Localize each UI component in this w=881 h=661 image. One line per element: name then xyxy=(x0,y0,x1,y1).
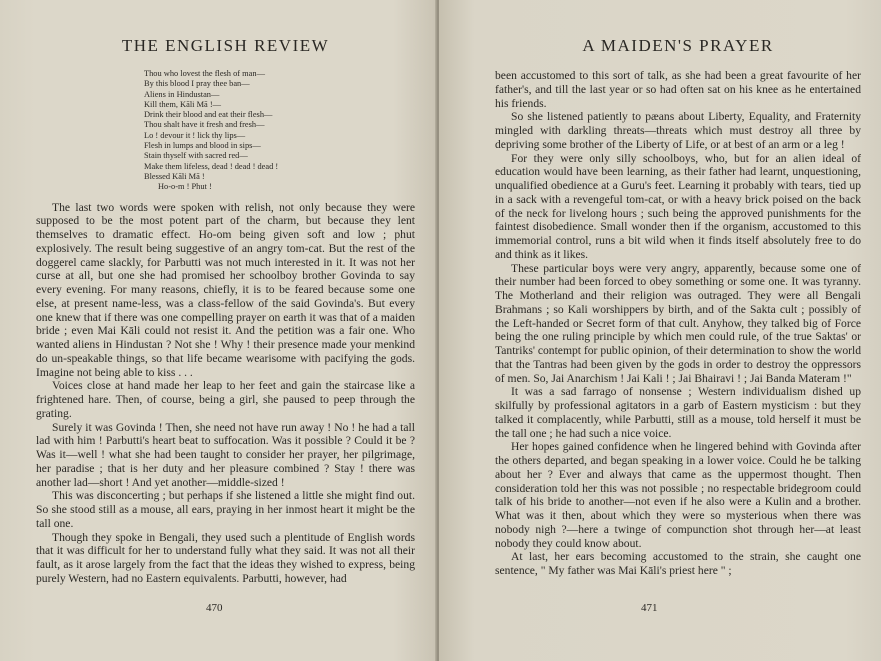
right-page xyxy=(439,0,881,661)
paragraph: These particular boys were very angry, apparently, because some one of their number had been forced to obey something or some one. It was tyranny. The Motherland and their religion was outraged. They were all Bengali Brahmans ; so Kali worshippers by birth, and of the Sakta cult ; possibly of the Left-handed or Secret form of that cult. Anyhow, they talked big of Force being the one ruling principle by which men could rule, of the true Saktas' or Tantriks' contempt for public opinion, of their determination to show the world that the Tantras had been given by the gods in order to destroy the oppressors of men. So, Jai Anarchism ! Jai Kali ! ; Jai Bhairavi ! ; Jai Banda Materam !" xyxy=(495,261,861,385)
paragraph: Though they spoke in Bengali, they used such a plentitude of English words that it was difficult for her to understand fully what they said. It was not all their fault, as it arose largely from the fact that the ideas they wished to express, being purely Western, had no Eastern equivalents. Parbutti, however, had xyxy=(36,530,415,585)
left-page xyxy=(0,0,437,661)
poem-line: Blessed Kāli Mā ! xyxy=(144,171,205,181)
paragraph: It was a sad farrago of nonsense ; Western individualism dished up skilfully by professional agitators in a garb of Eastern mysticism : but they talked it complacently, while Parbutti, still as a mouse, told herself it must be the tall one ; he had such a nice voice. xyxy=(495,385,861,440)
poem-line: By this blood I pray thee ban— xyxy=(144,79,250,89)
poem-line: Lo ! devour it ! lick thy lips— xyxy=(144,130,246,140)
poem-block xyxy=(144,69,415,193)
paragraph: The last two words were spoken with relish, not only because they were supposed to be the most potent part of the charm, but because they lent themselves to dramatic effect. Ho-om being given soft and low ; phut explosively. The result being suggestive of an angry tom-cat. But the rest of the doggerel came slackly, for Parbutti was not much interested in it. It was not her curse at all, but one she had promised her schoolboy brother Govinda to say every evening. For many reasons, chiefly, it is to be feared because some one else, at present name-less, was a class-fellow of the said Govinda's. But every one knew that if there was one compelling prayer on earth it was that of a maiden bride ; even Mai Kāli could not resist it. And the petition was a fair one. Who wanted aliens in Hindustan ? Not she ! Why ! their presence made your menkind do un-speakable things, so that life became wearisome with pacifying the gods. Imagine not being able to kiss . . . xyxy=(36,200,415,379)
paragraph: been accustomed to this sort of talk, as she had been a great favourite of her father's, and till the last year or so had often sat on his knee as he entertained his friends. xyxy=(495,69,861,110)
poem-line: Stain thyself with sacred red— xyxy=(144,151,248,161)
poem-line: Flesh in lumps and blood in sips— xyxy=(144,141,261,151)
page-number-right: 471 xyxy=(641,602,658,614)
poem-line: Thou who lovest the flesh of man— xyxy=(144,69,265,78)
poem-line: Thou shalt have it fresh and fresh— xyxy=(144,120,265,130)
page-number-left: 470 xyxy=(206,602,223,614)
poem-line: Make them lifeless, dead ! dead ! dead ! xyxy=(144,161,279,171)
poem-line: Kill them, Kāli Mā !— xyxy=(144,99,221,109)
paragraph: This was disconcerting ; but perhaps if she listened a little she might find out. So she stood still as a mouse, all ears, praying in her inmost heart it might be the tall one. xyxy=(36,489,415,530)
paragraph: So she listened patiently to pæans about Liberty, Equality, and Fraternity mingled with darkling threats—threats which must destroy all three by depriving some brother of the Liberty of Life, or at best of an arm or a leg ! xyxy=(495,110,861,151)
paragraph: Surely it was Govinda ! Then, she need not have run away ! No ! he had a tall lad with him ! Parbutti's heart beat to suffocation. Was it possible ? Could it be ? Was it—well ! what she had been taught to consider her prayer, her pilgrimage, her paradise ; that is her duty and her pleasure combined ? Stay ! there was another lad—short ! And yet another—middle-sized ! xyxy=(36,420,415,489)
paragraph: Her hopes gained confidence when he lingered behind with Govinda after the others departed, and began speaking in a lower voice. Could he be talking about her ? Ever and always that came as the uppermost thought. Then consideration told her this was not possible ; no respectable bridegroom could talk of his bride to another—not even if he also were a Kulin and a brother. What was it then, about which they were so mysterious when there was nobody nigh ?—here a twinge of compunction shot through her—at least nobody they could know about. xyxy=(495,440,861,550)
poem-line: Aliens in Hindustan— xyxy=(144,89,220,99)
running-header-left: THE ENGLISH REVIEW xyxy=(121,36,330,55)
poem-line: Ho-o-m ! Phut ! xyxy=(158,182,212,192)
poem-line: Drink their blood and eat their flesh— xyxy=(144,110,273,120)
running-header-right: A MAIDEN'S PRAYER xyxy=(582,36,774,55)
paragraph: At last, her ears becoming accustomed to the strain, she caught one sentence, " My father was Mai Kāli's priest here " ; xyxy=(495,550,861,577)
paragraph: Voices close at hand made her leap to her feet and gain the staircase like a frightened hare. Then, of course, being a girl, she paused to peep through the grating. xyxy=(36,379,415,420)
paragraph: For they were only silly schoolboys, who, but for an alien ideal of education would have been learning, as their father had learnt, unquestioning, unqualified obedience at a Guru's feet. Learning it probably with tears, tied up in a sack with a revengeful tom-cat, or with a heavy brick poised on the back of the neck for livelong hours ; such being the approved punishments for the faintest disobedience. Small wonder then if the organism, accustomed to this immemorial control, runs a bit wild when it finds itself absolutely free to do and think as it likes. xyxy=(495,151,861,261)
